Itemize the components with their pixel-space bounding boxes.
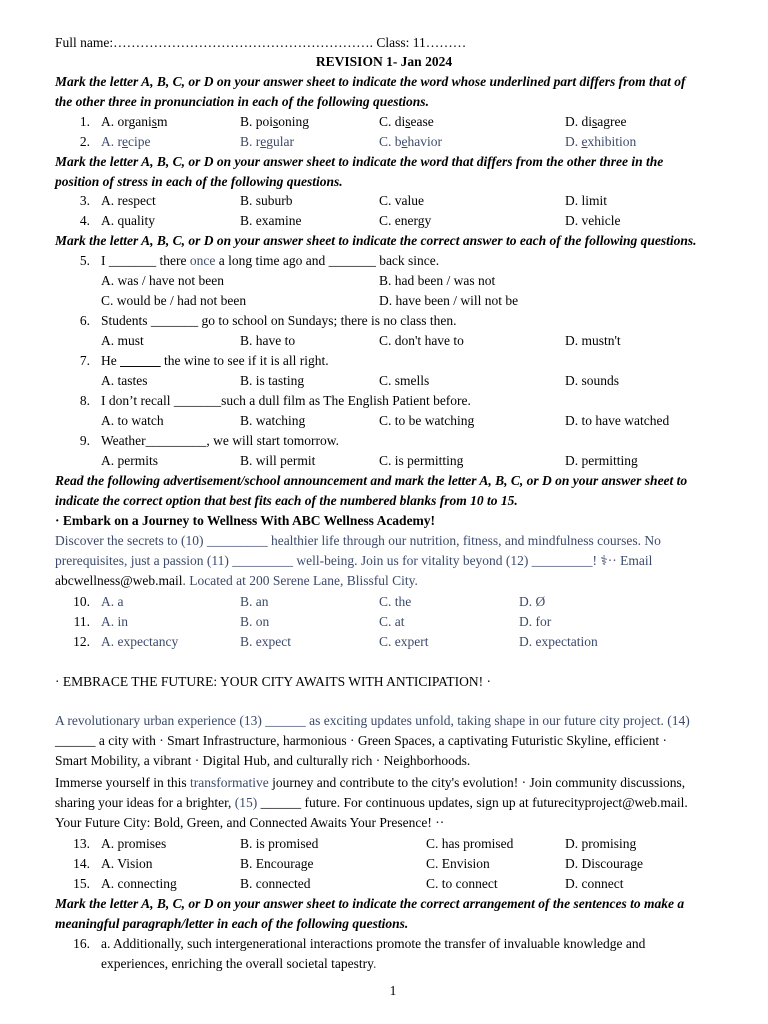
option-a[interactable]: A. Vision	[101, 856, 153, 871]
full-name-line: Full name:…………………………………………………. Class: 11………	[55, 35, 467, 50]
option-a[interactable]: A. to watch	[101, 413, 164, 428]
instruction-correct-answer: Mark the letter A, B, C, or D on your answer sheet to indicate the correct answer to each of the following questions.	[55, 233, 697, 248]
option-d[interactable]: D. vehicle	[565, 213, 621, 228]
announcement-text: ______ future. For continuous updates, sign up at futurecityproject@web.mail.	[257, 795, 688, 810]
option-d[interactable]: D. sounds	[565, 373, 620, 388]
option-text: C. di	[379, 114, 406, 129]
underlined-part: e	[581, 134, 588, 149]
underlined-part: s	[592, 114, 598, 129]
question-number: 16.	[73, 936, 90, 951]
page-title: REVISION 1- Jan 2024	[315, 54, 453, 69]
option-b[interactable]: B. will permit	[240, 453, 316, 468]
underlined-part: e	[122, 134, 128, 149]
stem-text: the wine to see if it is all right.	[160, 353, 329, 368]
question-number: 1.	[79, 114, 90, 129]
question-stem: Weather_________, we will start tomorrow.	[101, 433, 339, 448]
option-c[interactable]: C. to be watching	[379, 413, 475, 428]
question-number: 10.	[73, 594, 90, 609]
option-text: m	[157, 114, 168, 129]
option-text: havior	[407, 134, 443, 149]
stem-text: He	[101, 353, 121, 368]
instruction-arrangement-1: Mark the letter A, B, C, or D on your answer sheet to indicate the correct arrangement of the sentences to make a	[55, 896, 685, 911]
sentence-text: .	[373, 956, 377, 971]
question-stem: I don’t recall _______such a dull film as The English Patient before.	[101, 393, 471, 408]
underlined-part: s	[405, 114, 411, 129]
city-announcement-line	[55, 793, 688, 813]
advertisement-title: · Embark on a Journey to Wellness With ABC Wellness Academy!	[55, 513, 436, 528]
option-a[interactable]	[101, 112, 168, 132]
option-b[interactable]	[240, 132, 294, 152]
option-c[interactable]: C. value	[379, 193, 424, 208]
option-a[interactable]: A. expectancy	[101, 634, 179, 649]
instruction-reading-1: Read the following advertisement/school announcement and mark the letter A, B, C, or D on your answer sheet to	[55, 473, 688, 488]
option-b[interactable]: B. had been / was not	[379, 273, 496, 288]
underlined-part: e	[260, 134, 267, 149]
question-number: 9.	[79, 433, 90, 448]
option-c[interactable]: C. is permitting	[379, 453, 464, 468]
announcement-text: journey and contribute to the city's evolution! · Join community discussions,	[268, 775, 686, 790]
city-announcement-line: ______ a city with · Smart Infrastructure, harmonious · Green Spaces, a captivating Futuristic Skyline, efficient ·	[55, 733, 667, 748]
advertisement-line	[55, 571, 418, 591]
option-c[interactable]	[379, 132, 442, 152]
sentence-a-continued	[101, 954, 376, 974]
option-text: A. organi	[101, 114, 152, 129]
question-number: 11.	[73, 614, 90, 629]
question-number: 7.	[79, 353, 90, 368]
option-c[interactable]: C. to connect	[426, 876, 498, 891]
option-a[interactable]: A. promises	[101, 836, 167, 851]
option-c[interactable]	[379, 112, 434, 132]
instruction-arrangement-2: meaningful paragraph/letter in each of the following questions.	[55, 916, 409, 931]
page-number: 1	[389, 983, 397, 998]
announcement-text: Immerse yourself in this	[55, 775, 190, 790]
stem-text: I _______ there	[101, 253, 190, 268]
option-d[interactable]: D. permitting	[565, 453, 638, 468]
option-text: C. b	[379, 134, 402, 149]
question-number: 13.	[73, 836, 90, 851]
advertisement-text: . Located at 200 Serene Lane, Blissful City.	[182, 573, 418, 588]
email-link[interactable]: abcwellness@web.mail	[55, 573, 183, 588]
option-d[interactable]	[565, 132, 636, 152]
option-text: xhibition	[587, 134, 637, 149]
sentence-a: a. Additionally, such intergenerational interactions promote the transfer of invaluable knowledge and	[101, 936, 646, 951]
option-d[interactable]	[565, 112, 627, 132]
option-c[interactable]: C. Envision	[426, 856, 490, 871]
option-d[interactable]: D. Ø	[519, 594, 546, 609]
question-number: 2.	[79, 134, 90, 149]
option-c[interactable]: C. would be / had not been	[101, 293, 247, 308]
question-stem	[101, 351, 329, 371]
option-a[interactable]: A. was / have not been	[101, 273, 224, 288]
option-text: agree	[597, 114, 627, 129]
stem-text: a long time ago and _______ back since.	[215, 253, 440, 268]
option-text: cipe	[128, 134, 151, 149]
option-b[interactable]: B. connected	[240, 876, 311, 891]
instruction-pronunciation-2: the other three in pronunciation in each of the following questions.	[55, 94, 429, 109]
option-b[interactable]: B. suburb	[240, 193, 293, 208]
underlined-part: s	[151, 114, 158, 129]
question-number: 5.	[79, 253, 90, 268]
question-number: 6.	[79, 313, 90, 328]
city-announcement-line: Your Future City: Bold, Green, and Connected Awaits Your Presence! ··	[55, 815, 445, 830]
option-c[interactable]: C. energy	[379, 213, 432, 228]
underlined-part: s	[273, 114, 279, 129]
option-b[interactable]: B. watching	[240, 413, 306, 428]
option-text: ease	[410, 114, 434, 129]
announcement-text: transformative	[189, 775, 269, 790]
option-d[interactable]: D. mustn't	[565, 333, 621, 348]
option-b[interactable]: B. on	[240, 614, 270, 629]
underlined-part: e	[401, 134, 408, 149]
question-number: 4.	[79, 213, 90, 228]
option-a[interactable]: A. tastes	[101, 373, 148, 388]
option-d[interactable]: D. for	[519, 614, 552, 629]
option-a[interactable]: A. respect	[101, 193, 156, 208]
advertisement-line: prerequisites, just a passion (11) _________ well-being. Join us for vitality beyond (12) _________! ⚕·· Email	[55, 553, 653, 568]
announcement-text: (15)	[234, 795, 258, 810]
option-d[interactable]: D. limit	[565, 193, 608, 208]
question-number: 15.	[73, 876, 90, 891]
option-text: D. di	[565, 114, 592, 129]
option-a[interactable]: A. connecting	[101, 876, 177, 891]
option-c[interactable]: C. the	[379, 594, 412, 609]
option-a[interactable]	[101, 132, 151, 152]
option-a[interactable]: A. must	[101, 333, 144, 348]
option-text: D.	[565, 134, 582, 149]
option-c[interactable]: C. at	[379, 614, 405, 629]
option-text: gular	[266, 134, 294, 149]
option-d[interactable]: D. promising	[565, 836, 637, 851]
option-b[interactable]: B. have to	[240, 333, 296, 348]
city-announcement-line: A revolutionary urban experience (13) ______ as exciting updates unfold, taking shape in our future city project. (14)	[55, 713, 690, 728]
question-stem	[101, 251, 439, 271]
option-text: B. poi	[240, 114, 274, 129]
option-a[interactable]: A. in	[101, 614, 128, 629]
option-b[interactable]: B. an	[240, 594, 269, 609]
sentence-text: experiences, enriching the overall societal tapestry	[101, 956, 374, 971]
option-d[interactable]: D. have been / will not be	[379, 293, 519, 308]
question-number: 12.	[73, 634, 90, 649]
instruction-pronunciation-1: Mark the letter A, B, C, or D on your answer sheet to indicate the word whose underlined part differs from that of	[55, 74, 686, 89]
city-announcement-line: Smart Mobility, a vibrant · Digital Hub, and culturally rich · Neighborhoods.	[55, 753, 471, 768]
instruction-stress-2: position of stress in each of the following questions.	[55, 174, 343, 189]
option-b[interactable]: B. Encourage	[240, 856, 314, 871]
option-a[interactable]: A. quality	[101, 213, 155, 228]
option-a[interactable]: A. a	[101, 594, 124, 609]
instruction-reading-2: indicate the correct option that best fits each of the numbered blanks from 10 to 15.	[55, 493, 518, 508]
option-c[interactable]: C. expert	[379, 634, 429, 649]
option-d[interactable]: D. connect	[565, 876, 624, 891]
option-b[interactable]	[240, 112, 309, 132]
option-text: oning	[278, 114, 310, 129]
option-b[interactable]: B. expect	[240, 634, 291, 649]
option-text: B. r	[240, 134, 261, 149]
question-number: 3.	[79, 193, 90, 208]
option-a[interactable]: A. permits	[101, 453, 158, 468]
option-c[interactable]: C. don't have to	[379, 333, 464, 348]
city-announcement-title: · EMBRACE THE FUTURE: YOUR CITY AWAITS WITH ANTICIPATION! ·	[55, 674, 492, 689]
question-number: 14.	[73, 856, 90, 871]
option-d[interactable]: D. expectation	[519, 634, 598, 649]
option-b[interactable]: B. examine	[240, 213, 302, 228]
announcement-text: sharing your ideas for a brighter,	[55, 795, 235, 810]
city-announcement-line	[55, 773, 685, 793]
question-stem: Students _______ go to school on Sundays; there is no class then.	[101, 313, 457, 328]
option-text: A. r	[101, 134, 122, 149]
advertisement-line: Discover the secrets to (10) _________ healthier life through our nutrition, fitness, and mindfulness courses. No	[55, 533, 661, 548]
instruction-stress-1: Mark the letter A, B, C, or D on your answer sheet to indicate the word that differs from the other three in the	[55, 154, 664, 169]
option-b[interactable]: B. is tasting	[240, 373, 305, 388]
option-c[interactable]: C. has promised	[426, 836, 514, 851]
option-d[interactable]: D. to have watched	[565, 413, 670, 428]
stem-text: once	[189, 253, 216, 268]
option-b[interactable]: B. is promised	[240, 836, 319, 851]
stem-blank: ______	[120, 353, 161, 368]
option-c[interactable]: C. smells	[379, 373, 430, 388]
question-number: 8.	[79, 393, 90, 408]
option-d[interactable]: D. Discourage	[565, 856, 643, 871]
